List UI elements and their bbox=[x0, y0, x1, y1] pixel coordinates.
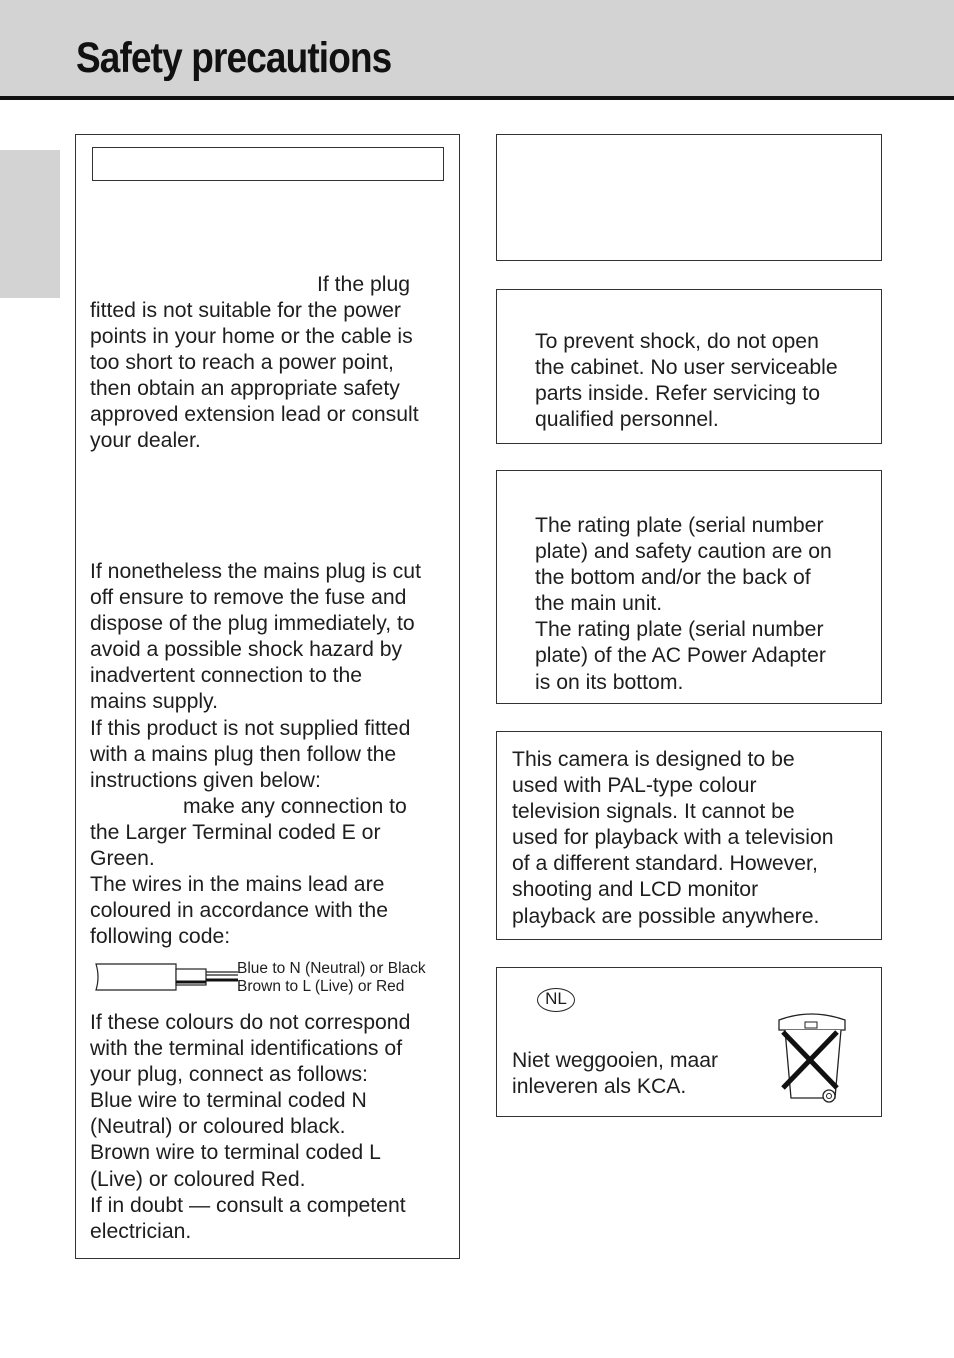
plug-text: fitted is not suitable for the power points in your home or the cable is too short to reach a power point, then obtain an appropriate safety approved extension lead or consult your dealer. bbox=[90, 299, 419, 453]
rating-plate-box bbox=[496, 470, 882, 704]
shock-text: To prevent shock, do not open the cabinet. No user serviceable parts inside. Refer servicing to qualified personnel. bbox=[535, 330, 838, 432]
page-title: Safety precautions bbox=[76, 34, 392, 82]
heading-frame bbox=[92, 147, 444, 181]
warning-box bbox=[496, 134, 882, 261]
colours-text: If these colours do not correspond with the terminal identifications of your plug, connect as follows: Blue wire to terminal coded N (Neutral) or coloured black. Brown wire to terminal coded L (Live) or coloured Red. If in doubt — consult a competent electrician. bbox=[90, 1011, 411, 1243]
mains-cable-icon bbox=[92, 961, 242, 995]
pal-text: This camera is designed to be used with PAL-type colour television signals. It cannot be used for playback with a television of a different standard. However, shooting and LCD monitor playback are possible anywhere. bbox=[512, 748, 834, 928]
wire-color-labels: Blue to N (Neutral) or Black Brown to L (Live) or Red bbox=[237, 960, 426, 995]
side-tab bbox=[0, 150, 60, 298]
nl-text: Niet weggooien, maar inleveren als KCA. bbox=[512, 1049, 719, 1099]
connect-text-lead: make any connection to bbox=[183, 795, 407, 818]
plug-text-lead: If the plug bbox=[317, 273, 411, 296]
pal-box bbox=[496, 731, 882, 940]
shock-caution-box bbox=[496, 289, 882, 444]
connect-text: the Larger Terminal coded E or Green. The wires in the mains lead are coloured in accordance with the following code: bbox=[90, 821, 388, 949]
crossed-out-bin-icon bbox=[775, 1010, 851, 1106]
rating-text: The rating plate (serial number plate) and safety caution are on the bottom and/or the back of the main unit. The rating plate (serial number plate) of the AC Power Adapter is on its bottom. bbox=[535, 514, 832, 694]
mains-plug-box bbox=[75, 134, 460, 1259]
page-header bbox=[0, 0, 954, 100]
nl-badge: NL bbox=[537, 988, 575, 1012]
disposal-box bbox=[496, 967, 882, 1117]
cut-plug-text: If nonetheless the mains plug is cut off ensure to remove the fuse and dispose of the plug immediately, to avoid a possible shock hazard by inadvertent connection to the mains supply. If this product is not supplied fitted with a mains plug then follow the instructions given below: bbox=[90, 560, 421, 792]
